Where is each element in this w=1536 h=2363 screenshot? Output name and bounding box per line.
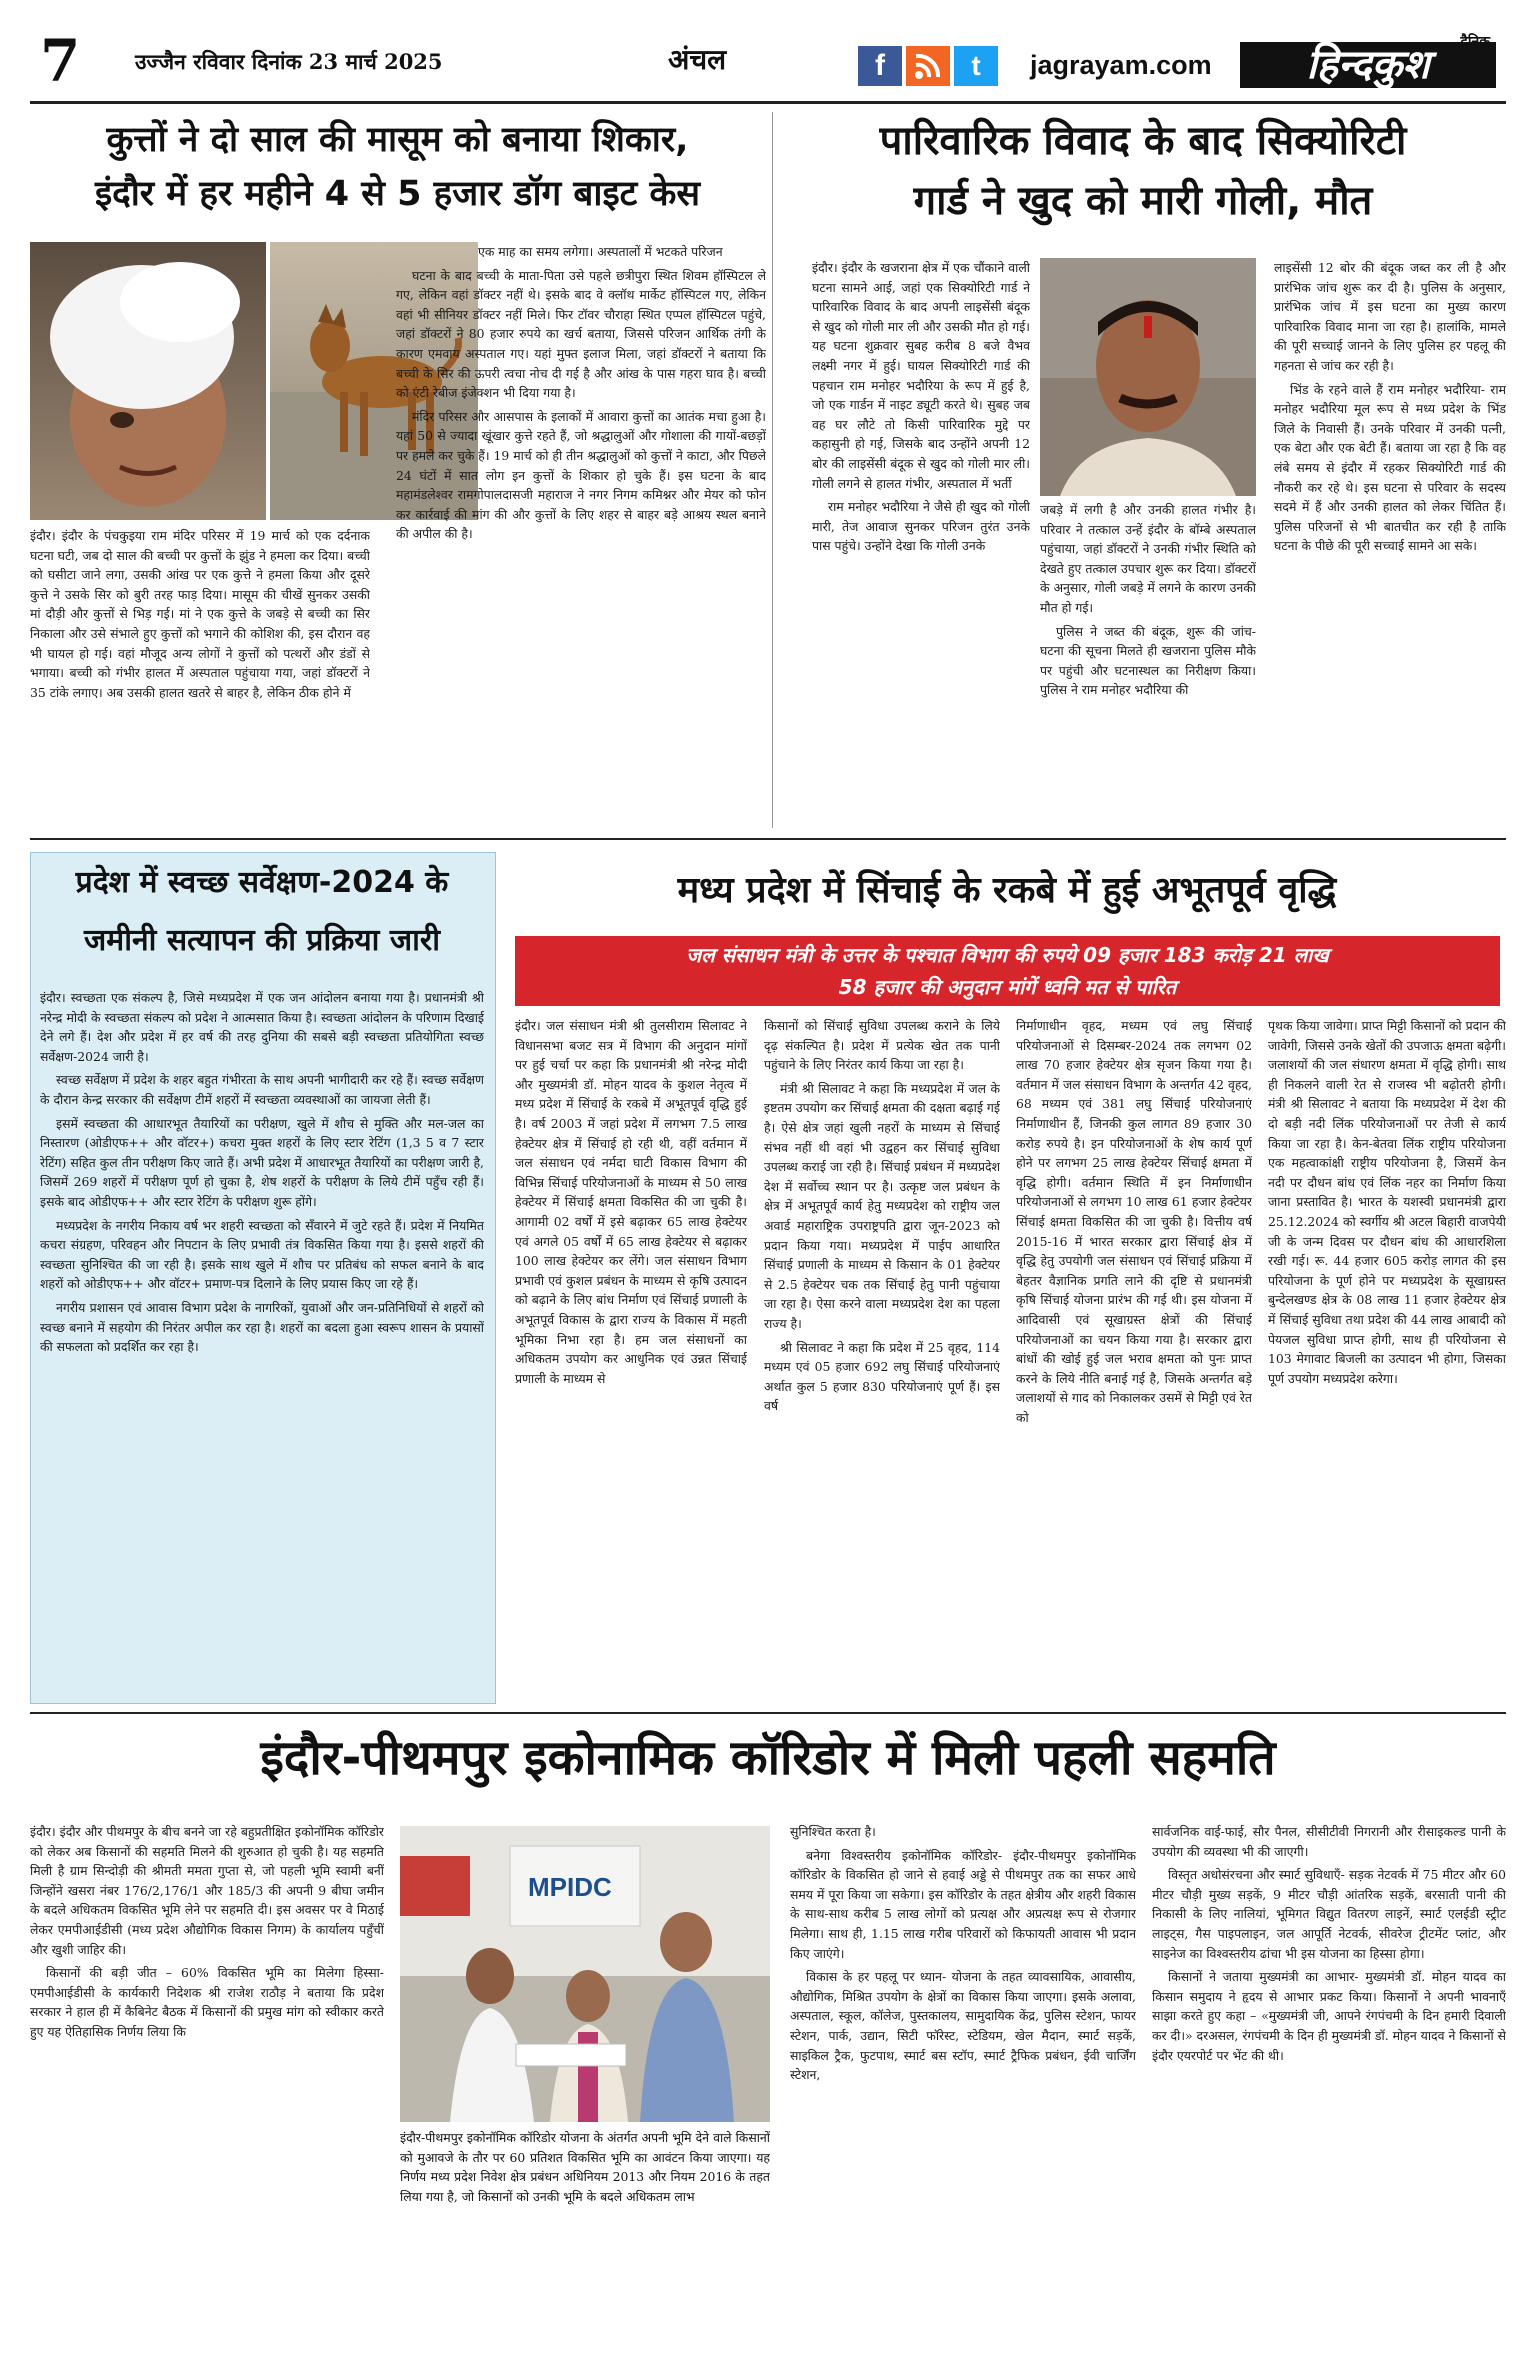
corridor-para: सुनिश्चित करता है। <box>790 1824 876 1839</box>
corridor-para: विकास के हर पहलू पर ध्यान- योजना के तहत व्यावसायिक, आवासीय, औद्योगिक, मिश्रित उपयोग के क्षेत्रों का विकास किया जाएगा। इसके अलावा, अस्पताल, स्कूल, कॉलेज, पुस्तकालय, सामुदायिक केंद्र, पुलिस स्टेशन, फायर स्टेशन, पार्क, उद्यान, सिटी फॉरेस्ट, स्टेडियम, खेल मैदान, स्मार्ट सड़कें, साइकिल ट्रैक, फुटपाथ, स्मार्ट बस स्टॉप, स्मार्ट ट्रैफिक प्रबंधन, ईवी चार्जिंग स्टेशन, <box>790 1969 1136 2083</box>
corridor-para: बनेगा विश्वस्तरीय इकोनॉमिक कॉरिडोर- इंदौर-पीथमपुर इकोनॉमिक कॉरिडोर के विकसित हो जाने से हवाई अड्डे से पीथमपुर तक का सफर आधे समय में पूरा किया जा सकेगा। इस कॉरिडोर के तहत क्षेत्रीय और शहरी विकास के साथ-साथ करीब 5 लाख लोगों को प्रत्यक्ष और अप्रत्यक्ष रूप से रोजगार मिलेगा। साथ ही, 1.15 लाख गरीब परिवारों को किफायती आवास भी प्रदान किए जाएंगे। <box>790 1847 1136 1961</box>
paper-name: हिन्दकुश <box>1240 42 1496 88</box>
website-link[interactable]: jagrayam.com <box>1030 50 1212 80</box>
headline-line-2: गार्ड ने खुद को मारी गोली, मौत <box>913 178 1373 224</box>
irrigation-banner <box>515 936 1500 1006</box>
corridor-para: किसानों ने जताया मुख्यमंत्री का आभार- मुख्यमंत्री डॉ. मोहन यादव का किसान समुदाय ने हृदय से आभार प्रकट किया। किसानों ने अपनी भावनाएँ साझा करते हुए कहा – «मुख्यमंत्री जी, आपने रंगपंचमी के दिन हमारी दिवाली कर दी।» दरअसल, रंगपंचमी के दिन ही मुख्यमंत्री डॉ. मोहन यादव ने किसानों से इंदौर एयरपोर्ट पर भेंट की थी। <box>1152 1969 1506 2063</box>
corridor-photo-caption: इंदौर-पीथमपुर इकोनॉमिक कॉरिडोर योजना के अंतर्गत अपनी भूमि देने वाले किसानों को मुआवजे के तौर पर 60 प्रतिशत विकसित भूमि का आवंटन किया जाएगा। यह निर्णय मध्य प्रदेश निवेश क्षेत्र प्रबंधन अधिनियम 2013 और नियम 2016 के तहत लिया गया है, जो किसानों को उनकी भूमि के बदले अधिकतम लाभ <box>400 2130 770 2204</box>
guard-story-col3 <box>1274 258 1506 828</box>
swachh-story-body <box>40 988 484 1698</box>
irrigation-para: इंदौर। जल संसाधन मंत्री श्री तुलसीराम सिलावट ने विधानसभा बजट सत्र में विभाग की अनुदान मांगों पर हुई चर्चा पर कहा कि प्रधानमंत्री श्री नरेन्द्र मोदी और मुख्यमंत्री डॉ. मोहन यादव के कुशल नेतृत्व में मध्य प्रदेश में सिंचाई के रकबे में अभूतपूर्व वृद्धि हुई है। वर्ष 2003 में जहां प्रदेश में लगभग 7.5 लाख हेक्टेयर क्षेत्र में सिंचाई हो रही थी, वहीं वर्तमान में जल संसाधन एवं नर्मदा घाटी विकास विभाग की विभिन्न सिंचाई परियोजनाओं के माध्यम से 50 लाख हेक्टेयर में सिंचाई क्षमता विकसित की जा चुकी है। आगामी 02 वर्षों में इसे बढ़ाकर 65 लाख हेक्टेयर एवं अगले 05 वर्षों में 65 लाख हेक्टेयर से बढ़ाकर 100 लाख हेक्टेयर कर लेंगे। जल संसाधन विभाग प्रभावी एवं कुशल प्रबंधन के माध्यम से कृषि उत्पादन को बढ़ाने के लिए बांध निर्माण एवं सिंचाई प्रणाली के अभूतपूर्व विकास के द्वारा राज्य के विकास में महती भूमिका निभा रहा है। हम जल संसाधनों का अधिकतम उपयोग कर आधुनिक एवं उन्नत सिंचाई प्रणाली के माध्यम से <box>515 1018 747 1386</box>
guard-story-para: पुलिस ने जब्त की बंदूक, शुरू की जांच- घटना की सूचना मिलते ही खजराना पुलिस मौके पर पहुंची और घटनास्थल का निरीक्षण किया। पुलिस ने राम मनोहर भदौरिया की <box>1040 623 1256 698</box>
guard-story-para: राम मनोहर भदौरिया ने जैसे ही खुद को गोली मारी, तेज आवाज सुनकर परिजन तुरंत उनके पास पहुंचे। उन्होंने देखा कि गोली उनके <box>812 499 1030 554</box>
paper-logo <box>1240 34 1496 94</box>
headline-line-1: प्रदेश में स्वच्छ सर्वेक्षण-2024 के <box>75 865 449 900</box>
dog-story-para: एक माह का समय लगेगा। अस्पतालों में भटकते परिजन <box>478 244 723 259</box>
swachh-story-para: मध्यप्रदेश के नगरीय निकाय वर्ष भर शहरी स्वच्छता को सँवारने में जुटे रहते हैं। प्रदेश में नियमित कचरा संग्रहण, परिवहन और निपटान के लिए प्रभावी तंत्र विकसित किया गया है। इससे शहरों की स्वच्छता सुनिश्चित की जा रही है। इसके साथ खुले में शौच पर प्रतिबंध को सफल बनाने के बाद शहरों को ओडीएफ++ और वॉटर+ प्रमाण-पत्र दिलाने के लिए प्रयास किए जा रहे हैं। <box>40 1217 484 1292</box>
horizontal-rule <box>30 1712 1506 1714</box>
corridor-para: इंदौर। इंदौर और पीथमपुर के बीच बनने जा रहे बहुप्रतीक्षित इकोनॉमिक कॉरिडोर को लेकर अब किसानों की सहमति मिलने की शुरुआत हो चुकी है। यह सहमति मिली है ग्राम सिन्दोड़ी की श्रीमती ममता गुप्ता से, जो पहली भूमि स्वामी बनीं जिन्होंने खसरा नंबर 176/2,176/1 और 185/3 की अपनी 9 बीघा जमीन के बदले अधिकतम विकसित भूमि लेने पर सहमति दी। इस अवसर पर वे मिठाई लेकर एमपीआईडीसी (मध्य प्रदेश औद्योगिक विकास निगम) के कार्यालय पहुँचीं और खुशी जाहिर की। <box>30 1824 384 1957</box>
corridor-col3 <box>790 1822 1136 2352</box>
banner-line-2: 58 हजार की अनुदान मांगें ध्वनि मत से पारित <box>838 975 1177 999</box>
guard-portrait-photo <box>1040 258 1256 496</box>
swachh-story-para: इसमें स्वच्छता की आधारभूत तैयारियों का परीक्षण, खुले में शौच से मुक्ति और मल-जल का निस्तारण (ओडीएफ++ और वॉटर+) कचरा मुक्त शहरों के लिए स्टार रेटिंग (1,3 5 व 7 स्टार रेटिंग) सहित कुल तीन परीक्षण किए जाते हैं। अभी प्रदेश में आधारभूत तैयारियों का परीक्षण जारी है, जिसमें 269 शहरों में परीक्षण पूर्ण हो चुका है, शेष शहरों के परीक्षण के लिये टीमें पहुँच रही हैं। इसके बाद ओडीएफ++ और स्टार रेटिंग के परीक्षण शुरू होंगे। <box>40 1115 484 1209</box>
irrigation-para: मंत्री श्री सिलावट ने कहा कि मध्यप्रदेश में जल के इष्टतम उपयोग कर सिंचाई क्षमता की दक्षता बढ़ाई गई है। ऐसे क्षेत्र जहां खुली नहरों के माध्यम से सिंचाई संभव नहीं थी वहां भी उद्वहन कर सिंचाई सुविधा उपलब्ध कराई जा रही है। सिंचाई प्रबंधन में मध्यप्रदेश देश में सर्वोच्च स्थान पर है। उत्कृष्ट जल प्रबंधन के क्षेत्र में अभूतपूर्व कार्य हेतु मध्यप्रदेश को राष्ट्रीय जल अवार्ड महाराष्ट्रिक उपराष्ट्रपति द्वारा जून-2023 को प्रदान किया गया। मध्यप्रदेश में पाईप आधारित सिंचाई प्रणाली के माध्यम से किसान के 01 हेक्टेयर से 2.5 हेक्टेयर चक तक सिंचाई हेतु पानी पहुंचाया जा रहा है। ऐसा करने वाला मध्यप्रदेश देश का पहला राज्य है। <box>764 1080 1000 1331</box>
vertical-rule <box>772 112 773 828</box>
guard-story-para: लाइसेंसी 12 बोर की बंदूक जब्त कर ली है और प्रारंभिक जांच शुरू कर दी है। पुलिस के अनुसार, प्रारंभिक जांच में इस घटना का मुख्य कारण पारिवारिक विवाद माना जा रहा है। हालांकि, मामले की पूरी सच्चाई जानने के लिए पुलिस हर पहलू की गहनता से जांच कर रही है। <box>1274 260 1506 373</box>
headline-line-1: कुत्तों ने दो साल की मासूम को बनाया शिकार, <box>106 120 689 160</box>
irrigation-col2 <box>764 1016 1000 1702</box>
guard-story-para: जबड़े में लगी है और उनकी हालत गंभीर है। परिवार ने तत्काल उन्हें इंदौर के बॉम्बे अस्पताल पहुंचाया, जहां डॉक्टरों ने उनकी गंभीर स्थिति को देखते हुए तत्काल उपचार शुरू कर दिया। डॉक्टरों के अनुसार, गोली जबड़े में लगने के कारण उनकी मौत हो गई। <box>1040 502 1256 615</box>
headline-line-2: इंदौर में हर महीने 4 से 5 हजार डॉग बाइट केस <box>94 174 701 214</box>
dog-story-para: घटना के बाद बच्ची के माता-पिता उसे पहले छत्रीपुरा स्थित शिवम हॉस्पिटल ले गए, लेकिन वहां डॉक्टर नहीं थे। इसके बाद वे क्लॉथ मार्केट हॉस्पिटल गए, लेकिन वहां भी सीनियर डॉक्टर नहीं मिले। फिर टॉवर चौराहा स्थित एप्पल हॉस्पिटल पहुंचे, जहां डॉक्टरों ने 80 हजार रुपये का खर्च बताया, जिससे परिजन आर्थिक तंगी के कारण एमवाय अस्पताल गए। यहां मुफ्त इलाज मिला, जहां डॉक्टरों ने बताया कि बच्ची के सिर की ऊपरी त्वचा नोच दी गई है और आंख के पास गहरा घाव है। बच्ची को एंटी रेबीज इंजेक्शन भी दिया गया है। <box>396 267 766 401</box>
irrigation-para: पृथक किया जावेगा। प्राप्त मिट्टी किसानों को प्रदान की जावेगी, जिससे उनके खेतों की उपजाऊ क्षमता बढ़ेगी। जलाशयों की जल संधारण क्षमता में वृद्धि होगी। साथ ही निकलने वाली रेत से राजस्व भी बढ़ोतरी होगी। मंत्री श्री सिलावट ने बताया कि मध्यप्रदेश में देश की दो बड़ी नदी लिंक परियोजनाओं पर तेजी से कार्य किया जा रहा है। केन-बेतवा लिंक राष्ट्रीय परियोजना एक महत्वाकांक्षी राष्ट्रीय परियोजना है, जिसमें केन नदी पर दौधन बांध एवं लिंक नहर का निर्माण किया जाना प्रस्तावित है। भारत के यशस्वी प्रधानमंत्री द्वारा 25.12.2024 को स्वर्गीय श्री अटल बिहारी वाजपेयी जी के जन्म दिवस पर दौधन बांध की आधारशिला रखी गई। रू. 44 हजार 605 करोड़ लागत की इस परियोजना के पूर्ण होने पर मध्यप्रदेश के सूखाग्रस्त बुन्देलखण्ड क्षेत्र के 08 लाख 11 हजार हेक्टेयर क्षेत्र में सिंचाई सुविधा तथा प्रदेश की 44 लाख आबादी को पेयजल सुविधा प्राप्त होगी, साथ ही परियोजना से 103 मेगावाट बिजली का उत्पादन भी होगा, जिसका पूर्ण उपयोग मध्यप्रदेश करेगा। <box>1268 1018 1506 1386</box>
headline: मध्य प्रदेश में सिंचाई के रकबे में हुई अभूतपूर्व वृद्धि <box>677 870 1337 911</box>
photo-banner-text: MPIDC <box>528 1872 612 1902</box>
guard-story-para: इंदौर। इंदौर के खजराना क्षेत्र में एक चौंकाने वाली घटना सामने आई, जहां एक सिक्योरिटी गार्ड ने पारिवारिक विवाद के बाद अपनी लाइसेंसी बंदूक से खुद को गोली मार ली और उसकी मौत हो गई। यह घटना शुक्रवार सुबह करीब 8 बजे वैभव लक्ष्मी नगर में हुई। घायल सिक्योरिटी गार्ड की पहचान राम मनोहर भदौरिया के रूप में हुई है, जो एक गार्डन में नाइट ड्यूटी करते थे। सुबह जब वह घर लौटे तो किसी पारिवारिक मुद्दे पर कहासुनी हो गई, जिसके बाद उन्होंने अपनी 12 बोर की लाइसेंसी बंदूक से खुद को गोली मार ली। गोली लगने से हालत गंभीर, अस्पताल में भर्ती <box>812 260 1030 491</box>
horizontal-rule <box>30 838 1506 840</box>
banner-line-1: जल संसाधन मंत्री के उत्तर के पश्चात विभाग की रुपये 09 हजार 183 करोड़ 21 लाख <box>686 943 1329 967</box>
headline-line-2: जमीनी सत्यापन की प्रक्रिया जारी <box>84 923 440 958</box>
irrigation-para: श्री सिलावट ने कहा कि प्रदेश में 25 वृहद, 114 मध्यम एवं 05 हजार 692 लघु सिंचाई परियोजनाएं अर्थात कुल 5 हजार 830 परियोजनाएं पूर्ण हैं। इस वर्ष <box>764 1339 1000 1414</box>
corridor-col4 <box>1152 1822 1506 2352</box>
headline: इंदौर-पीथमपुर इकोनामिक कॉरिडोर में मिली पहली सहमति <box>260 1730 1276 1786</box>
section-name: अंचल <box>668 43 727 76</box>
dog-story-col2 <box>396 242 766 826</box>
guard-story-col1 <box>812 258 1030 828</box>
corridor-col1 <box>30 1822 384 2352</box>
irrigation-col1 <box>515 1016 747 1702</box>
social-icons <box>858 46 998 86</box>
corridor-meeting-photo <box>400 1826 770 2122</box>
dog-story-para: इंदौर। इंदौर के पंचकुइया राम मंदिर परिसर में 19 मार्च को एक दर्दनाक घटना घटी, जब दो साल की बच्ची पर कुत्तों के झुंड ने हमला कर दिया। बच्ची को घसीटा जाने लगा, उसकी आंख पर एक कुत्ते ने हमला किया और दूसरे कुत्ते ने उसके सिर को बुरी तरह फाड़ दिया। मासूम की चीखें सुनकर उसकी मां दौड़ी और कुत्तों से भिड़ गई। मां ने एक कुत्ते के जबड़े से बच्ची का सिर निकाला और उसे संभाले हुए कुत्तों को भगाने की कोशिश की, इस दौरान वह भी घायल हो गई। वहां मौजूद अन्य लोगों ने कुत्तों को पत्थरों और डंडों से भगाया। बच्ची को गंभीर हालत में अस्पताल पहुंचाया गया, जहां डॉक्टरों ने 35 टांके लगाए। अब उसकी हालत खतरे से बाहर है, लेकिन ठीक होने में <box>30 528 370 700</box>
facebook-icon[interactable]: f <box>858 46 902 86</box>
irrigation-para: निर्माणाधीन वृहद, मध्यम एवं लघु सिंचाई परियोजनाओं से दिसम्बर-2024 तक लगभग 02 लाख 70 हजार हेक्टेयर क्षेत्र सृजन किया गया है। वर्तमान में जल संसाधन विभाग के अन्तर्गत 42 वृहद, 68 मध्यम एवं 381 लघु सिंचाई परियोजनाएं निर्माणाधीन हैं, जिनकी कुल लागत 89 हजार 30 करोड़ रुपये है। इन परियोजनाओं के शेष कार्य पूर्ण होने पर लगभग 25 लाख हेक्टेयर सिंचाई क्षमता में वृद्धि होगी। वर्तमान स्थिति में इन निर्माणाधीन परियोजनाओं से लगभग 10 लाख 61 हजार हेक्टेयर सिंचाई क्षमता विकसित की जा चुकी है। वित्तीय वर्ष 2015-16 में भारत सरकार द्वारा सिंचाई क्षेत्र में वृद्धि हेतु उपयोगी जल संसाधन एवं सिंचाई प्रक्रिया में बेहतर वैज्ञानिक प्रगति लाने की दृष्टि से प्रधानमंत्री कृषि सिंचाई योजना प्रारंभ की गई थी। इस योजना में आदिवासी एवं सूखाग्रस्त क्षेत्रों की सिंचाई परियोजनाओं का चयन किया गया है। सरकार द्वारा बांधों की खोई हुई जल भराव क्षमता को पुनः प्राप्त करने के लिये नीति बनाई गई है, जिसके अन्तर्गत बड़े जलाशयों से गाद को निकालकर उसमें से मिट्टी एवं रेत को <box>1016 1018 1252 1425</box>
page-number: 7 <box>40 27 81 95</box>
corridor-para: विस्तृत अधोसंरचना और स्मार्ट सुविधाएँ- सड़क नेटवर्क में 75 मीटर और 60 मीटर चौड़ी मुख्य सड़कें, 9 मीटर चौड़ी आंतरिक सड़कें, बरसाती पानी की निकासी के लिए नालियां, भूमिगत विद्युत वितरण लाइनें, स्मार्ट एलईडी स्ट्रीट लाइट्स, गैस पाइपलाइन, जल आपूर्ति नेटवर्क, सीवरेज ट्रीटमेंट प्लांट, और साइनेज का विश्वस्तरीय ढांचा भी इस योजना का हिस्सा होगा। <box>1152 1867 1506 1961</box>
dog-story-para: मंदिर परिसर और आसपास के इलाकों में आवारा कुत्तों का आतंक मचा हुआ है। यहां 50 से ज्यादा खूंखार कुत्ते रहते हैं, जो श्रद्धालुओं और गोशाला की गायों-बछड़ों पर हमले कर चुके हैं। 19 मार्च को ही तीन श्रद्धालुओं को कुत्तों ने काटा, और पिछले 24 घंटों में सात लोग इन कुत्तों के शिकार हो चुके हैं। इस घटना के बाद महामंडलेश्वर रामगोपालदासजी महाराज ने नगर निगम कमिश्नर और मेयर को फोन कर कार्रवाई की मांग की और कुत्तों के लिए शहर से बाहर बड़े आश्रय स्थल बनाने की अपील की है। <box>396 408 766 542</box>
dateline: उज्जैन रविवार दिनांक 23 मार्च 2025 <box>135 49 443 74</box>
swachh-story-para: नगरीय प्रशासन एवं आवास विभाग प्रदेश के नागरिकों, युवाओं और जन-प्रतिनिधियों से शहरों को स्वच्छ बनाने में सहयोग की निरंतर अपील कर रहा है। शहरों का बदला हुआ स्वरूप शासन के प्रयासों की सफलता को प्रदर्शित कर रहा है। <box>40 1299 484 1355</box>
guard-story-col2 <box>1040 500 1256 828</box>
swachh-story-para: स्वच्छ सर्वेक्षण में प्रदेश के शहर बहुत गंभीरता के साथ अपनी भागीदारी कर रहे हैं। स्वच्छ सर्वेक्षण के दौरान केन्द्र सरकार की सर्वेक्षण टीमें शहरों में स्वच्छता व्यवस्थाओं का जायजा लेती हैं। <box>40 1072 484 1107</box>
irrigation-para: किसानों को सिंचाई सुविधा उपलब्ध कराने के लिये दृढ़ संकल्पित है। प्रदेश में प्रत्येक खेत तक पानी पहुंचाने के लिए निरंतर कार्य किया जा रहा है। <box>764 1018 1000 1073</box>
irrigation-col3 <box>1016 1016 1252 1702</box>
corridor-para: सार्वजनिक वाई-फाई, सौर पैनल, सीसीटीवी निगरानी और रीसाइकल्ड पानी के उपयोग की व्यवस्था भी की जाएगी। <box>1152 1824 1506 1859</box>
guard-story-para: भिंड के रहने वाले हैं राम मनोहर भदौरिया- राम मनोहर भदौरिया मूल रूप से मध्य प्रदेश के भिंड जिले के निवासी हैं। उनके परिवार में उनकी पत्नी, एक बेटा और एक बेटी हैं। बताया जा रहा है कि वह लंबे समय से इंदौर में रहकर सिक्योरिटी गार्ड की नौकरी कर रहे थे। इस घटना से परिवार के सदस्य सदमे में हैं और उनकी हालत को लेकर चिंतित हैं। पुलिस परिजनों से भी बातचीत कर रही है ताकि घटना के पीछे की पूरी सच्चाई सामने आ सके। <box>1274 381 1506 554</box>
rss-icon[interactable] <box>906 46 950 86</box>
headline-line-1: पारिवारिक विवाद के बाद सिक्योरिटी <box>879 118 1407 164</box>
corridor-para: किसानों की बड़ी जीत – 60% विकसित भूमि का मिलेगा हिस्सा- एमपीआईडीसी के कार्यकारी निदेशक श्री राजेश राठौड़ ने बताया कि प्रदेश सरकार ने हाल ही में कैबिनेट बैठक में किसानों की प्रमुख मांग को स्वीकार करते हुए यह ऐतिहासिक निर्णय लिया कि <box>30 1965 384 2039</box>
dog-story-col1 <box>30 526 370 826</box>
irrigation-col4 <box>1268 1016 1506 1702</box>
twitter-icon[interactable]: t <box>954 46 998 86</box>
masthead-rule <box>30 101 1506 104</box>
swachh-story-para: इंदौर। स्वच्छता एक संकल्प है, जिसे मध्यप्रदेश में एक जन आंदोलन बनाया गया है। प्रधानमंत्री श्री नरेन्द्र मोदी के स्वच्छता संकल्प को प्रदेश ने आत्मसात किया है। स्वच्छता आंदोलन के परिणाम दिखाई देने लगे हैं। देश और प्रदेश में हर वर्ष की तरह दुनिया की सबसे बड़ी स्वच्छता प्रतियोगिता स्वच्छ सर्वेक्षण-2024 जारी है। <box>40 990 484 1064</box>
